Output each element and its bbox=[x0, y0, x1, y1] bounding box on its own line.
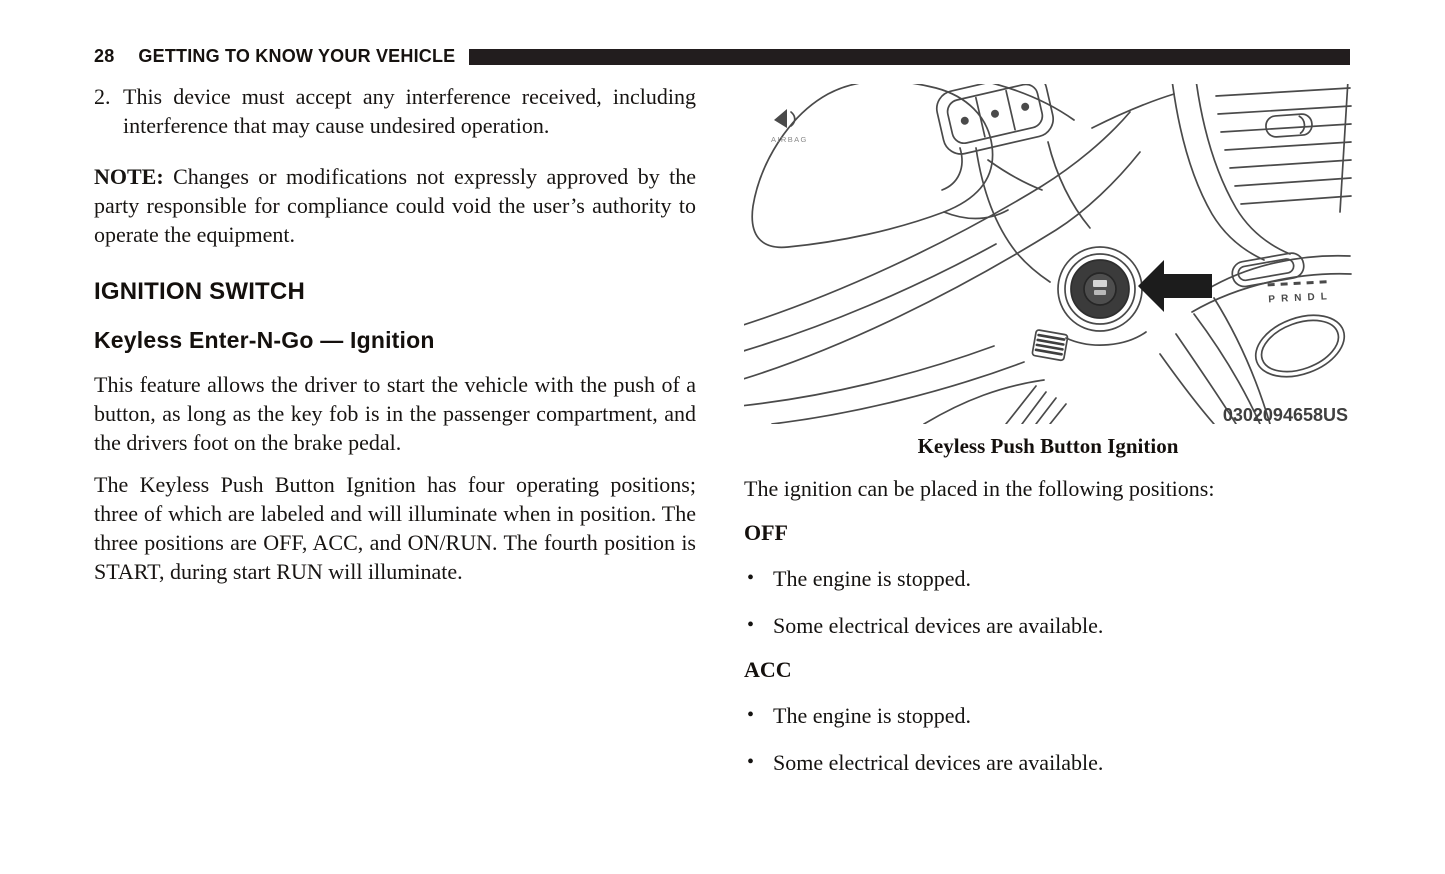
steering-switch-pod bbox=[933, 84, 1057, 158]
list-item bbox=[744, 701, 1352, 730]
figure-caption: Keyless Push Button Ignition bbox=[917, 434, 1179, 458]
paragraph-positions: The Keyless Push Button Ignition has four operating positions; three of which are labeled and will illuminate when in position. The three positions are OFF, ACC, and ON/RUN. The fourth position is START, during start RUN will illuminate. bbox=[94, 472, 696, 584]
engine-start-stop-button bbox=[1058, 247, 1142, 331]
numbered-list-item bbox=[94, 82, 696, 140]
bullet-text: The engine is stopped. bbox=[773, 703, 971, 728]
positions-intro: The ignition can be placed in the following positions: bbox=[744, 476, 1215, 501]
section-heading: IGNITION SWITCH bbox=[94, 278, 305, 305]
bullet-icon: • bbox=[747, 614, 755, 636]
position-title-off: OFF bbox=[744, 520, 788, 545]
bullet-text: Some electrical devices are available. bbox=[773, 750, 1104, 775]
note-text: Changes or modifications not expressly approved by the party responsible for compliance could void the user’s authority to operate the equipment. bbox=[94, 164, 696, 247]
bullet-icon: • bbox=[747, 704, 755, 726]
note-label: NOTE: bbox=[94, 164, 164, 189]
air-vent-louvers bbox=[1216, 88, 1351, 204]
running-header bbox=[94, 46, 1350, 67]
position-title-acc: ACC bbox=[744, 657, 792, 682]
list-item bbox=[744, 564, 1352, 593]
paragraph-feature: This feature allows the driver to start the vehicle with the push of a button, as long as the key fob is in the passenger compartment, and the drivers foot on the brake pedal. bbox=[94, 372, 696, 455]
right-column bbox=[744, 84, 1352, 777]
subsection-heading: Keyless Enter-N-Go — Ignition bbox=[94, 327, 435, 353]
horn-icon bbox=[774, 109, 787, 128]
vent-adjuster-knob bbox=[1265, 113, 1312, 137]
left-column bbox=[94, 82, 696, 586]
ignition-figure bbox=[744, 84, 1352, 424]
bullet-icon: • bbox=[747, 567, 755, 589]
bullet-icon: • bbox=[747, 751, 755, 773]
steering-wheel-illustration bbox=[744, 84, 1352, 424]
bullet-text: The engine is stopped. bbox=[773, 566, 971, 591]
list-item bbox=[744, 611, 1352, 640]
rotary-shifter-knob bbox=[1247, 304, 1352, 388]
page-number: 28 bbox=[94, 46, 115, 66]
chapter-title: GETTING TO KNOW YOUR VEHICLE bbox=[138, 46, 456, 66]
list-item bbox=[744, 748, 1352, 777]
pointer-arrow-icon bbox=[1138, 260, 1212, 312]
figure-code: 0302094658US bbox=[1222, 405, 1348, 424]
airbag-label: AIRBAG bbox=[771, 135, 808, 144]
gear-letters: PRNDL bbox=[1268, 290, 1334, 306]
grille bbox=[1032, 330, 1068, 361]
list-item-number: 2. bbox=[94, 84, 111, 109]
list-item-text: This device must accept any interference received, including interference that may cause undesired operation. bbox=[123, 84, 696, 138]
note-paragraph bbox=[94, 162, 696, 249]
bullet-text: Some electrical devices are available. bbox=[773, 613, 1104, 638]
header-rule-bar bbox=[469, 49, 1350, 65]
gear-indicator bbox=[1268, 280, 1334, 305]
